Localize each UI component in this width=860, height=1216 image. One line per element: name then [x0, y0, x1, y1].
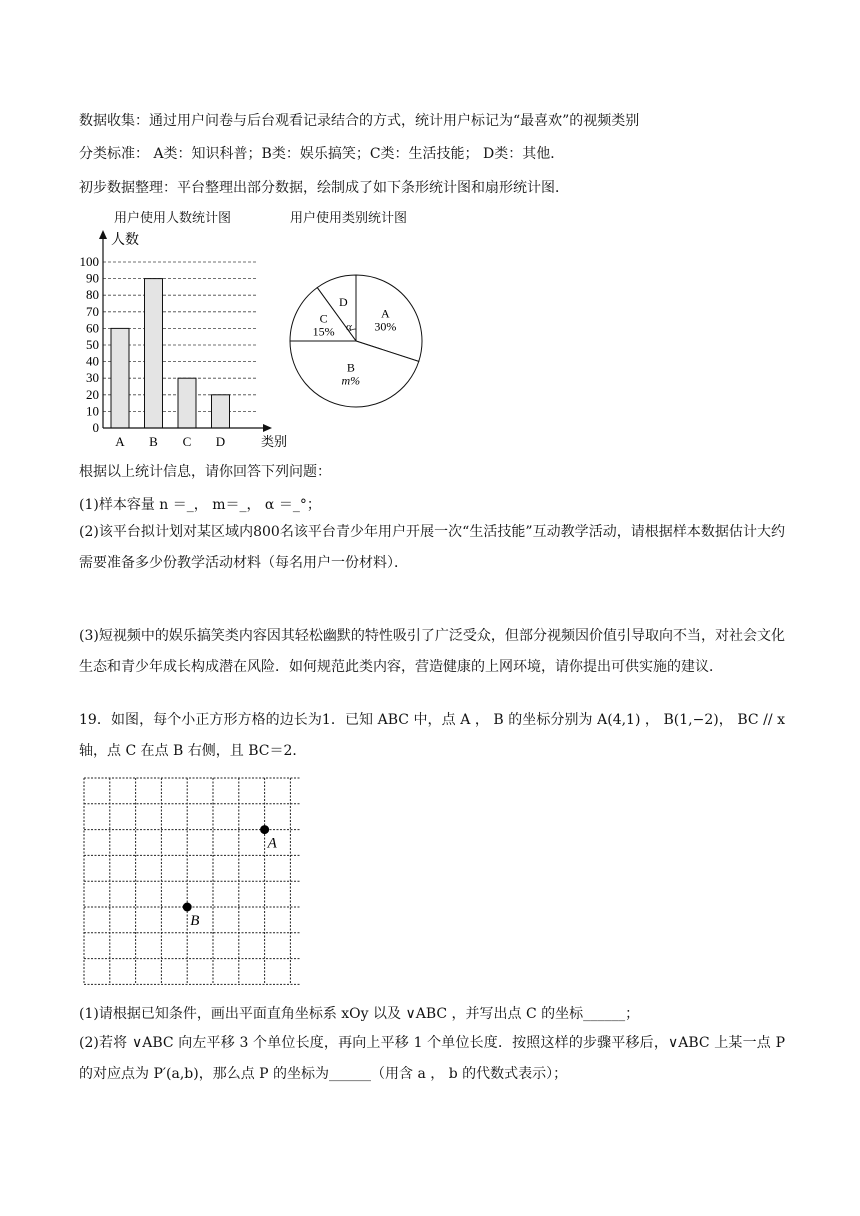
bar-B — [145, 279, 163, 428]
pie-slice-label: A — [381, 306, 390, 321]
bar-D — [212, 395, 230, 428]
intro-line-3: 初步数据整理：平台整理出部分数据，绘制成了如下条形统计图和扇形统计图． — [79, 180, 569, 196]
pie-chart — [286, 272, 426, 412]
point-label: B — [190, 913, 200, 929]
bar-chart-title: 用户使用人数统计图 — [114, 211, 232, 226]
y-tick-label: 40 — [86, 353, 99, 369]
intro-line-2: 分类标准： A类：知识科普；B类：娱乐搞笑；C类：生活技能； D类：其他． — [79, 146, 565, 162]
pie-chart-title: 用户使用类别统计图 — [290, 211, 408, 226]
x-tick-label: C — [182, 434, 192, 449]
y-axis-label: 人数 — [111, 232, 139, 248]
y-tick-label: 70 — [86, 303, 99, 319]
y-tick-label: 0 — [92, 420, 99, 435]
intro-line-1: 数据收集：通过用户问卷与后台观看记录结合的方式，统计用户标记为“最喜欢”的视频类别 — [79, 113, 640, 129]
pie-slice-value: m% — [341, 373, 361, 388]
x-tick-label: D — [215, 434, 226, 449]
y-tick-label: 50 — [86, 337, 99, 352]
question-2: (2)该平台拟计划对某区域内800名该平台青少年用户开展一次“生活技能”互动教学活动，请根据样本数据估计大约需要准备多少份教学活动材料（每名用户一份材料）． — [79, 524, 785, 571]
bar-A — [111, 328, 129, 428]
y-tick-label: 100 — [80, 254, 99, 269]
x-tick-label: A — [115, 434, 125, 449]
x-axis-label: 类别 — [261, 435, 288, 450]
y-tick-label: 30 — [86, 370, 99, 386]
pie-slice-label: B — [346, 360, 355, 375]
y-tick-label: 90 — [86, 270, 99, 286]
problem-19-sub-2: (2)若将 ∨ABC 向左平移 3 个单位长度，再向上平移 1 个单位长度．按照这样的步骤平移后，∨ABC 上某一点 P 的对应点为 P′(a,b)，那么点 P 的坐标为______（用含 a ， b 的代数式表示）； — [79, 1035, 785, 1082]
question-intro: 根据以上统计信息，请你回答下列问题： — [79, 464, 331, 480]
y-axis-arrow-icon — [99, 230, 107, 239]
problem-19-sub-1: (1)请根据已知条件，画出平面直角坐标系 xOy 以及 ∨ABC ，并写出点 C 的坐标______； — [79, 1006, 640, 1022]
y-tick-label: 10 — [86, 403, 99, 419]
angle-label: α — [346, 321, 352, 333]
problem-19-stem: 19．如图，每个小正方形方格的边长为1．已知 ABC 中，点 A ， B 的坐标分别为 A(4,1) ， B(1,−2)， BC // x 轴，点 C 在点 B 右侧，且 BC＝2． — [79, 712, 785, 759]
y-tick-label: 60 — [86, 320, 99, 336]
coordinate-grid — [80, 774, 300, 989]
point-A — [260, 825, 269, 834]
pie-slice-label: D — [339, 295, 348, 310]
pie-slice-value: 15% — [312, 324, 335, 339]
x-axis-arrow-icon — [263, 424, 272, 432]
y-tick-label: 20 — [86, 386, 99, 402]
question-3: (3)短视频中的娱乐搞笑类内容因其轻松幽默的特性吸引了广泛受众，但部分视频因价值引导取向不当，对社会文化生态和青少年成长构成潜在风险．如何规范此类内容，营造健康的上网环境，请你提出可供实施的建议． — [79, 628, 785, 675]
bar-chart — [80, 222, 300, 457]
pie-slice-label: C — [319, 311, 328, 326]
point-label: A — [267, 835, 277, 852]
y-tick-label: 80 — [86, 287, 99, 303]
x-tick-label: B — [149, 434, 158, 449]
question-1: (1)样本容量 n ＝_， m＝_， α ＝_°； — [79, 497, 321, 513]
pie-slice-value: 30% — [374, 319, 397, 334]
bar-C — [178, 378, 196, 428]
point-B — [183, 903, 192, 912]
